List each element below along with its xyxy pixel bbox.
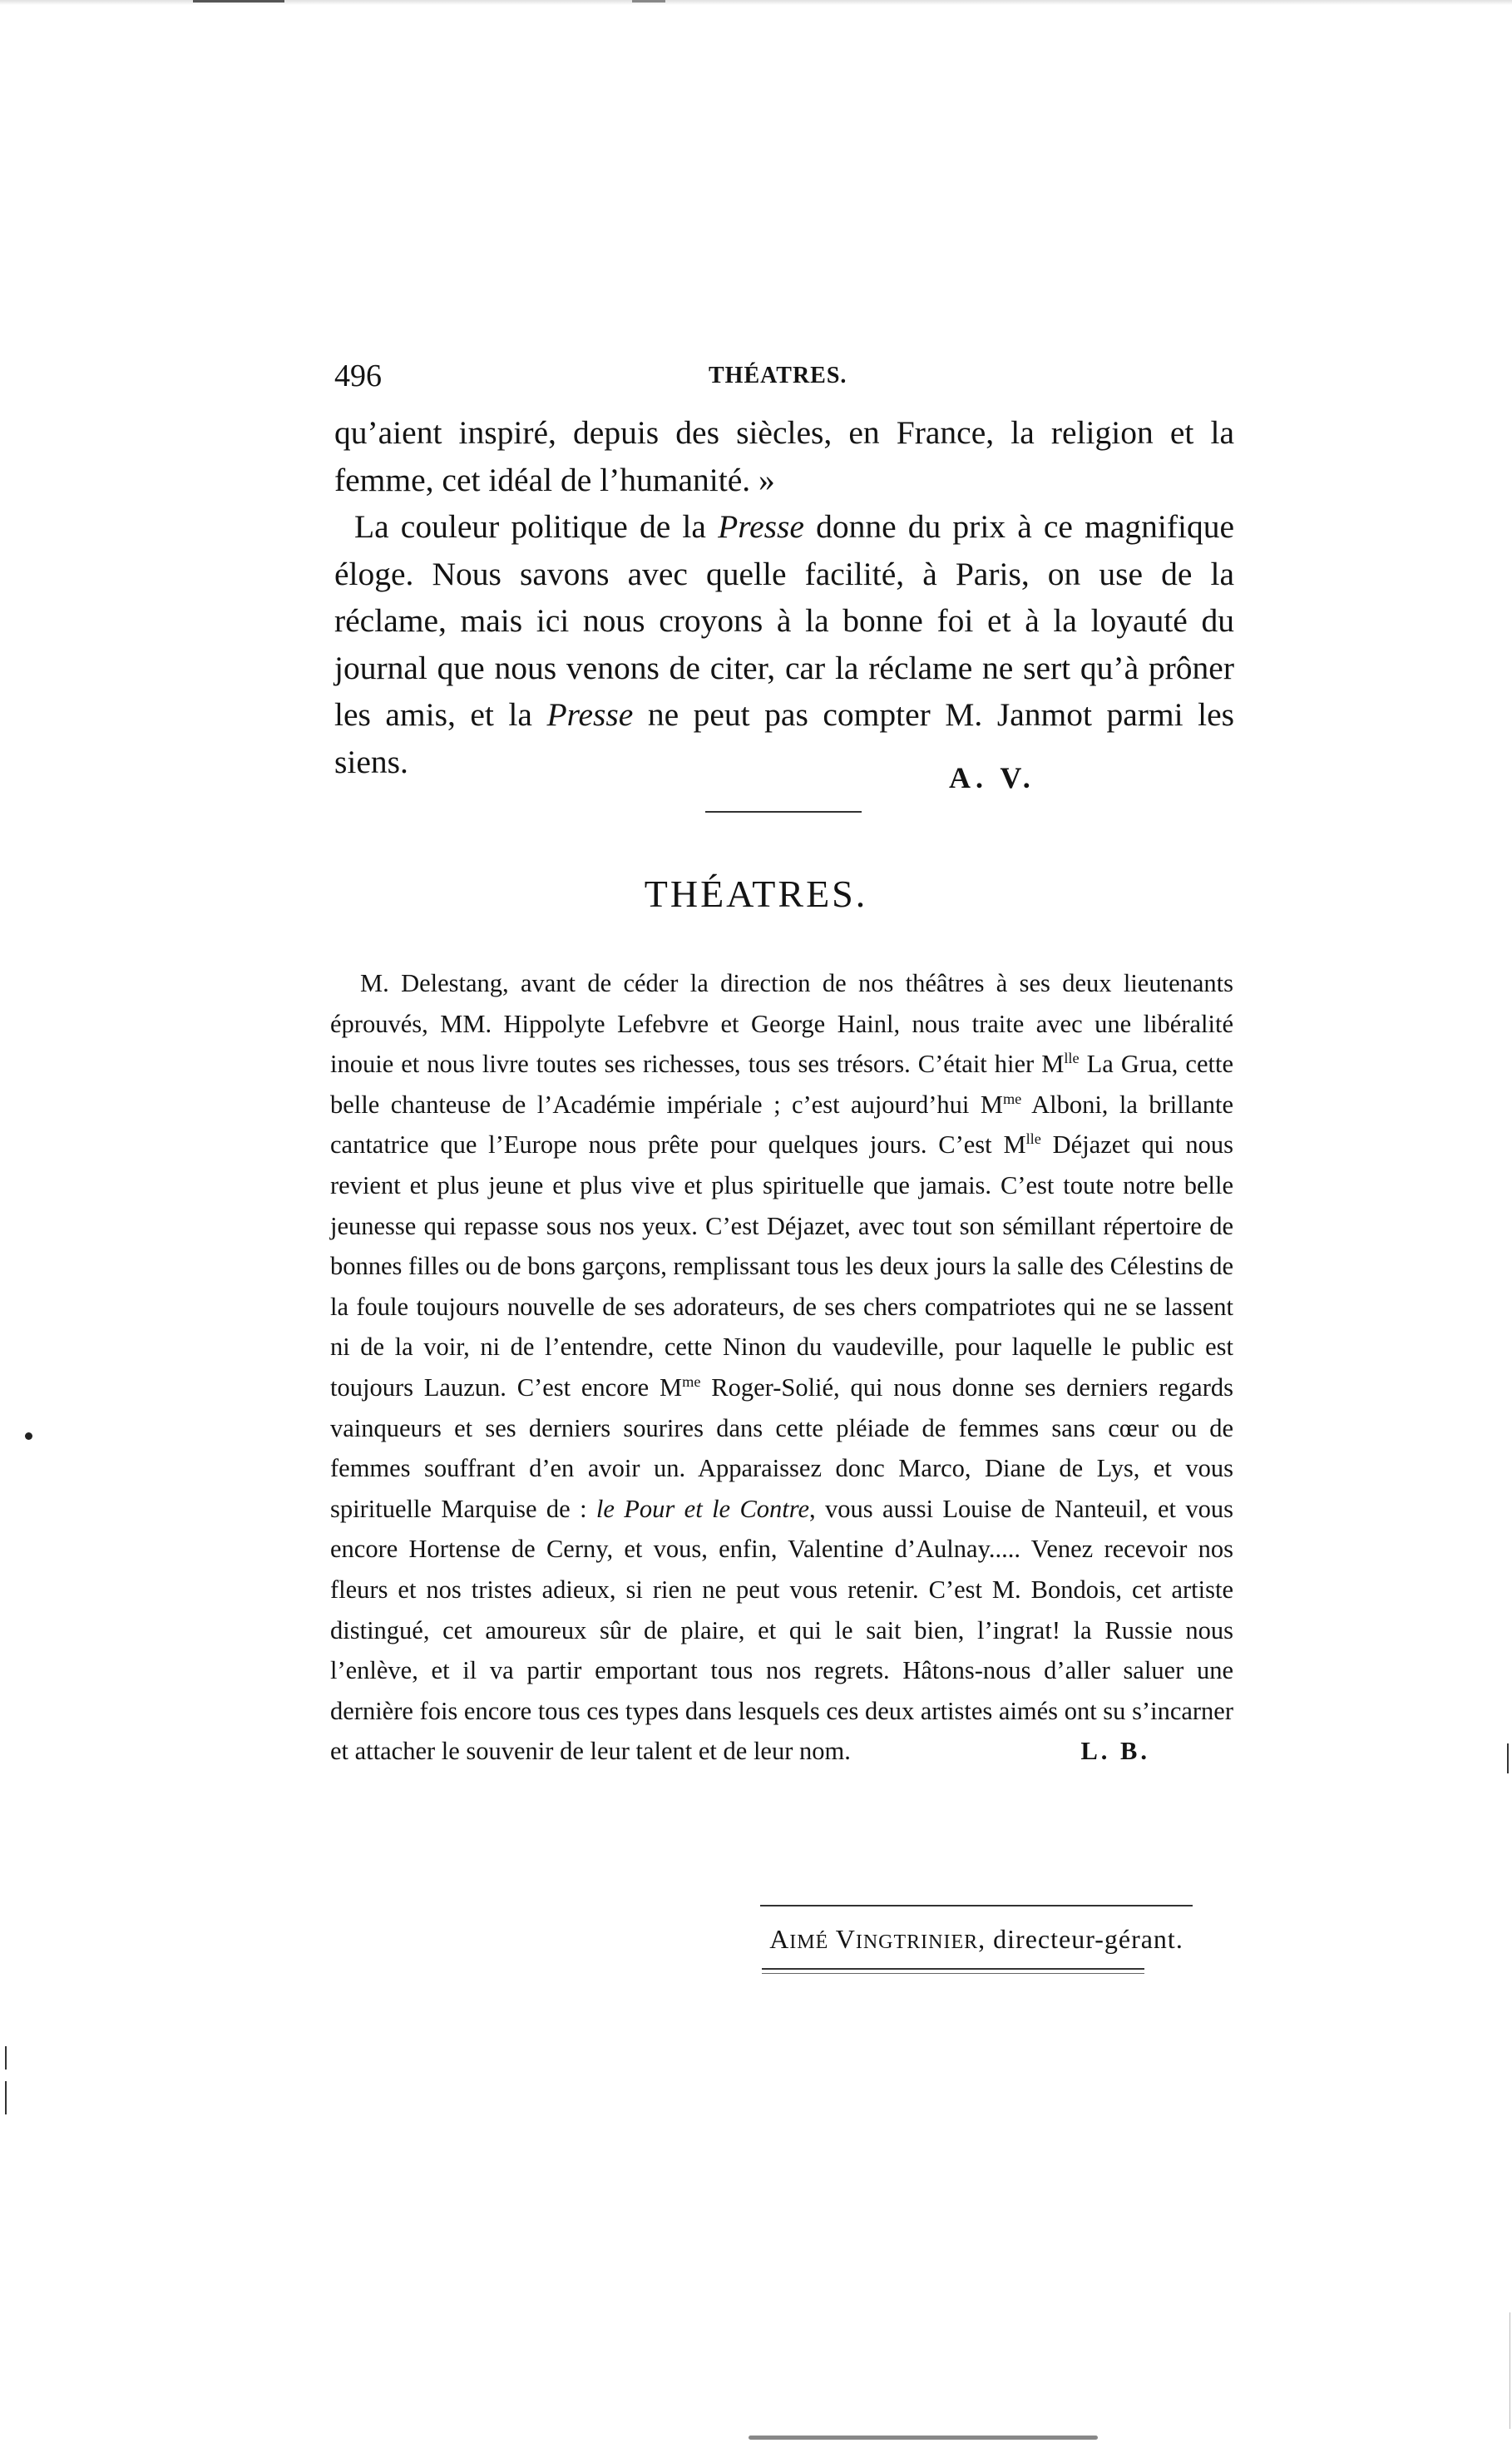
margin-tick	[1507, 1743, 1509, 1773]
article-paragraph: La couleur politique de la Presse donne du prix à ce magnifique éloge. Nous savons avec quelle facilité, à Paris, on use de la réclame, mais ici nous croyons à la bonne foi et à la loyauté du journal que nous venons de citer, car la réclame ne sert qu’à prôner les amis, et la Presse ne peut pas compter M. Janmot parmi les siens.	[334, 508, 1234, 780]
scan-artifact	[632, 0, 665, 2]
article-signature: A. V.	[949, 761, 1035, 794]
page-number: 496	[334, 359, 382, 393]
footer-rule-bottom-thin	[762, 1973, 1144, 1974]
footer-rule-bottom	[762, 1968, 1144, 1970]
article-paragraph: qu’aient inspiré, depuis des siècles, en France, la religion et la femme, cet idéal de l’humanité. »	[334, 414, 1234, 498]
scan-artifact	[749, 2436, 1098, 2440]
section-signature: L. B.	[1080, 1737, 1150, 1766]
margin-tick	[5, 2046, 7, 2070]
article-continuation	[334, 409, 1234, 785]
margin-dot	[25, 1432, 32, 1440]
section-divider	[705, 811, 862, 813]
publisher-credit: AIMÉ VINGTRINIER, directeur-gérant.	[769, 1924, 1183, 1954]
footer-rule-top	[760, 1905, 1193, 1906]
scan-artifact	[193, 0, 284, 2]
running-title: THÉATRES.	[709, 363, 847, 388]
section-title: THÉATRES.	[644, 873, 868, 915]
running-head	[334, 358, 1234, 399]
section-paragraph: M. Delestang, avant de céder la direction de nos théâtres à ses deux lieutenants éprouvés, MM. Hippolyte Lefebvre et George Hainl, nous traite avec une libéralité inouie et nous livre toutes ses richesses, tous ses trésors. C’était hier $M^{lle}$ La Grua, cette belle chanteuse de l’Académie impériale ; c’est aujourd’hui $M^{me}$ Alboni, la brillante cantatrice que l’Europe nous prête pour quelques jours. C’est $M^{lle}$ Déjazet qui nous revient et plus jeune et plus vive et plus spirituelle que jamais. C’est toute notre belle jeunesse qui repasse sous nos yeux. C’est Déjazet, avec tout son sémillant répertoire de bonnes filles ou de bons garçons, remplissant tous les deux jours la salle des Célestins de la foule toujours nouvelle de ses adorateurs, de ses chers compatriotes qui ne se lassent ni de la voir, ni de l’entendre, cette Ninon du vaudeville, pour laquelle le public est toujours Lauzun. C’est encore $M^{me}$ Roger-Solié, qui nous donne ses derniers regards vainqueurs et ses derniers sourires dans cette pléiade de femmes sans cœur ou de femmes souffrant d’en avoir un. Apparaissez donc Marco, Diane de Lys, et vous spirituelle Marquise de : le Pour et le Contre, vous aussi Louise de Nanteuil, et vous encore Hortense de Cerny, et vous, enfin, Valentine d’Aulnay..... Venez recevoir nos fleurs et nos tristes adieux, si rien ne peut vous retenir. C’est M. Bondois, cet artiste distingué, cet amoureux sûr de plaire, et qui le sait bien, l’ingrat! la Russie nous l’enlève, et il va partir emportant tous nos regrets. Hâtons-nous d’aller saluer une dernière fois encore tous ces types dans lesquels ces deux artistes aimés ont su s’incarner et attacher le souvenir de leur talent et de leur nom. L. B.	[330, 963, 1233, 1772]
section-body	[330, 963, 1233, 1772]
margin-tick	[5, 2081, 7, 2114]
